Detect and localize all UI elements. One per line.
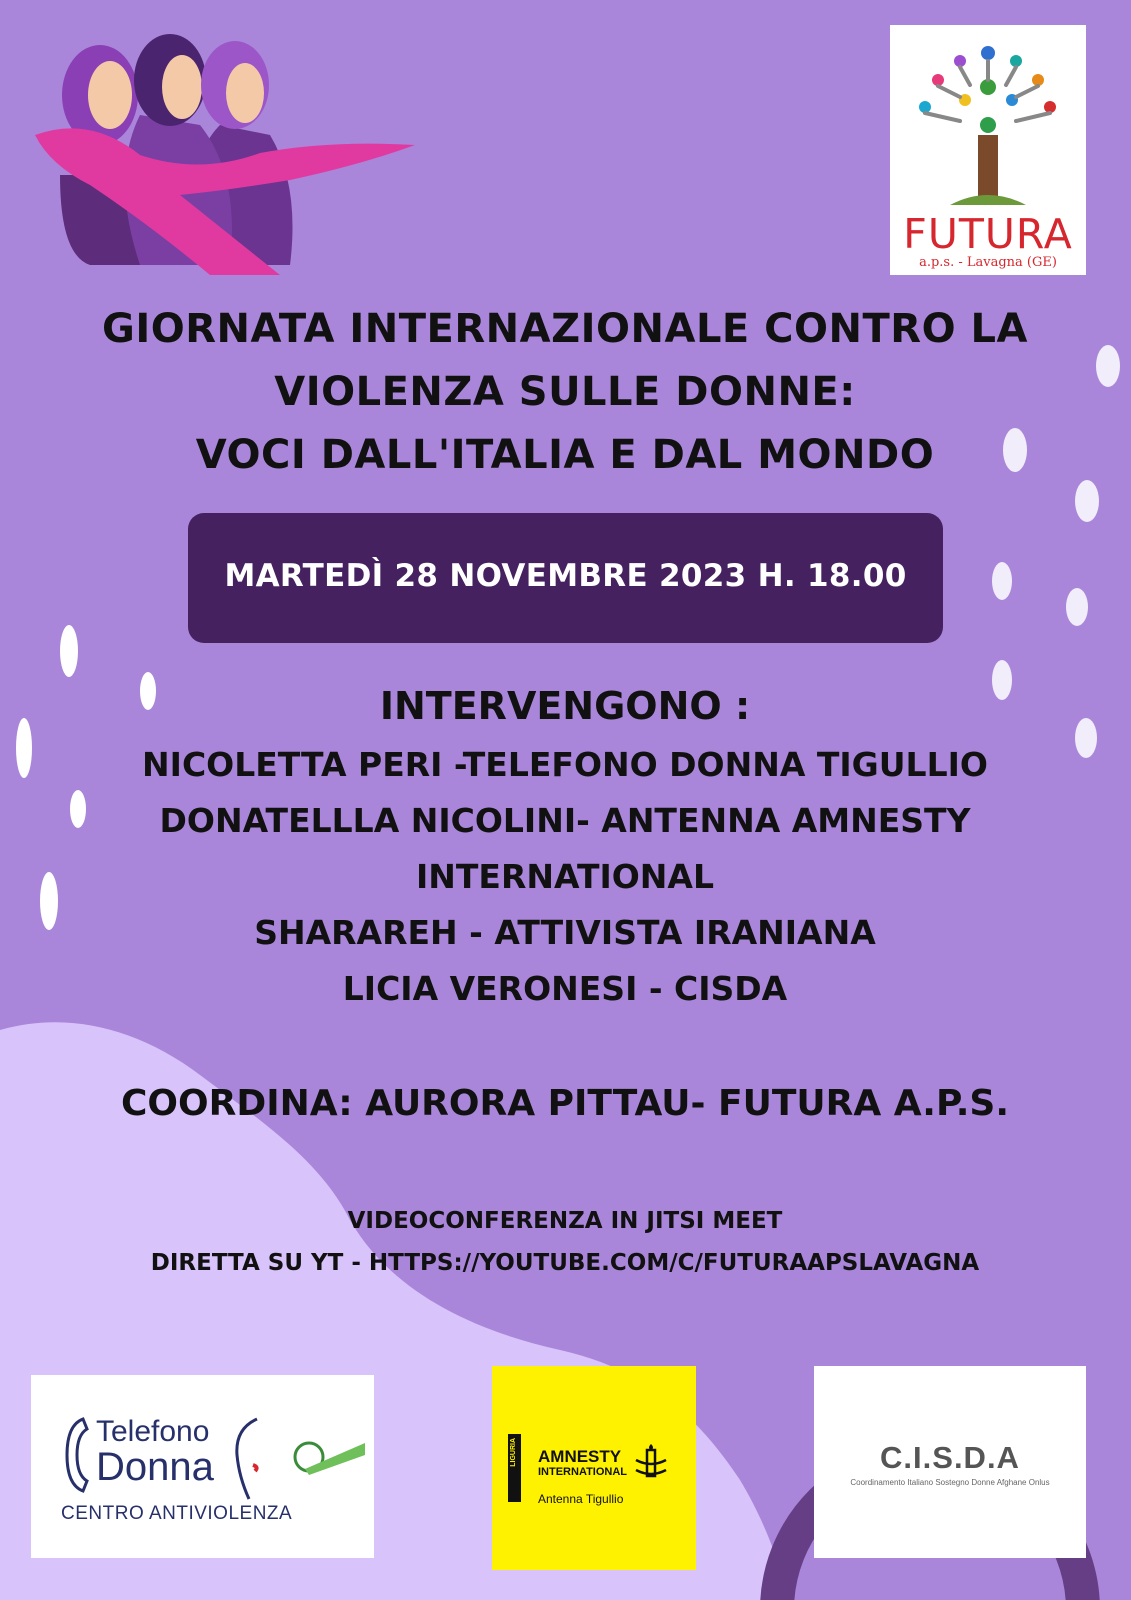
tree-of-people-icon — [890, 25, 1086, 215]
decorative-dot — [1096, 345, 1120, 387]
phone-icon — [61, 1415, 93, 1495]
futura-logo — [890, 25, 1086, 275]
title-line: GIORNATA INTERNAZIONALE CONTRO LA — [102, 306, 1028, 352]
candle-barbed-wire-icon — [634, 1442, 668, 1486]
decorative-dot — [16, 718, 32, 778]
telefono-donna-logo — [31, 1375, 374, 1558]
cisda-logo — [814, 1366, 1086, 1558]
partner-emblem-icon — [291, 1435, 367, 1483]
antenna-tigullio-label: Antenna Tigullio — [538, 1492, 624, 1506]
title-line: VOCI DALL'ITALIA E DAL MONDO — [195, 432, 935, 478]
centro-antiviolenza-label: CENTRO ANTIVIOLENZA — [61, 1503, 293, 1524]
decorative-dot — [992, 562, 1012, 600]
speaker-line: SHARAREH - ATTIVISTA IRANIANA — [254, 913, 876, 952]
international-word: INTERNATIONAL — [538, 1466, 628, 1478]
coordinator-line: COORDINA: AURORA PITTAU- FUTURA A.P.S. — [120, 1083, 1009, 1124]
event-date: MARTEDÌ 28 NOVEMBRE 2023 H. 18.00 — [224, 558, 907, 594]
cisda-subtitle: Coordinamento Italiano Sostegno Donne Afghane Onlus — [850, 1478, 1050, 1487]
decorative-dot — [1066, 588, 1088, 626]
women-silhouettes-illustration — [30, 25, 430, 285]
telefono-word: Telefono — [96, 1415, 210, 1448]
speaker-line: INTERNATIONAL — [416, 857, 714, 896]
amnesty-word: AMNESTY — [538, 1447, 622, 1466]
futura-name: FUTURA — [903, 210, 1073, 258]
video-platform: VIDEOCONFERENZA IN JITSI MEET — [347, 1208, 783, 1234]
liguria-side-bar — [508, 1434, 521, 1502]
decorative-dot — [60, 625, 78, 677]
speaker-line: LICIA VERONESI - CISDA — [342, 969, 788, 1008]
speakers-section — [40, 675, 1090, 1017]
youtube-link[interactable]: DIRETTA SU YT - HTTPS://YOUTUBE.COM/C/FUTURAAPSLAVAGNA — [150, 1250, 980, 1276]
event-title — [40, 298, 1090, 487]
donna-word: Donna — [96, 1445, 214, 1489]
date-banner — [188, 513, 943, 643]
futura-subtitle: a.p.s. - Lavagna (GE) — [919, 255, 1057, 270]
speaker-line: NICOLETTA PERI -TELEFONO DONNA TIGULLIO — [142, 745, 988, 784]
title-line: VIOLENZA SULLE DONNE: — [274, 369, 856, 415]
woman-profile-icon — [227, 1415, 271, 1505]
speaker-line: DONATELLLA NICOLINI- ANTENNA AMNESTY — [159, 801, 971, 840]
cisda-name: C.I.S.D.A — [880, 1440, 1020, 1475]
liguria-label: LIGURIA — [510, 1438, 517, 1467]
speakers-heading: INTERVENGONO : — [379, 684, 751, 728]
video-info — [40, 1200, 1090, 1284]
amnesty-logo — [492, 1366, 696, 1570]
